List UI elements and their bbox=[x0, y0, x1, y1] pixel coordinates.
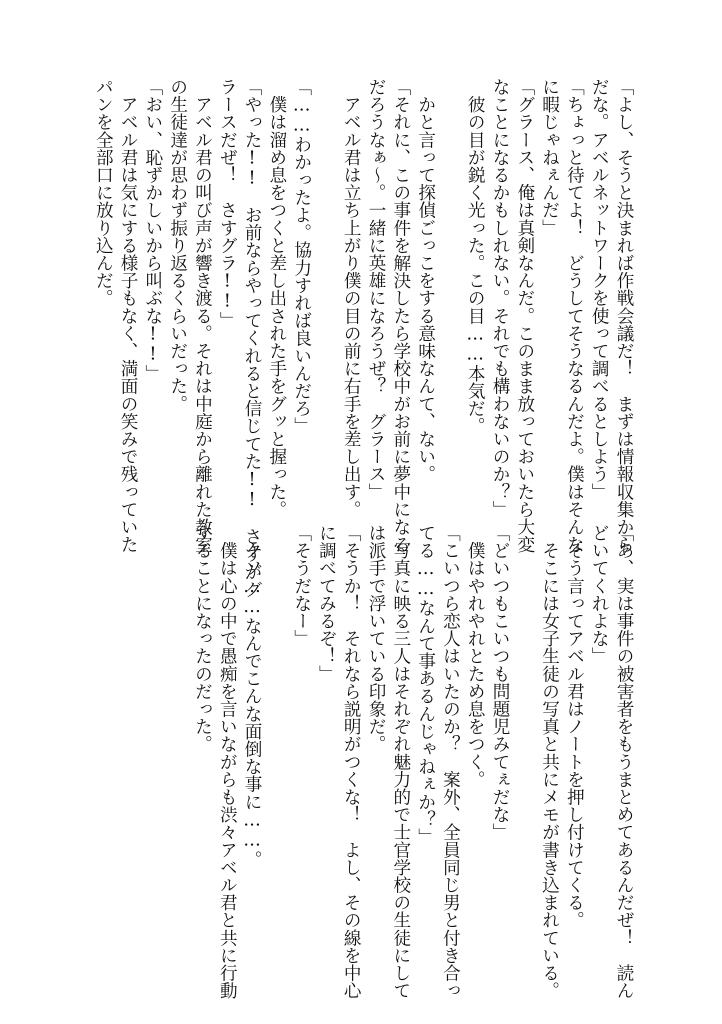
text-line: 「どいつもこいつも問題児みてぇだな」 bbox=[490, 524, 511, 841]
text-line: 僕はやれやれとため息をつく。 bbox=[465, 524, 486, 788]
text-line: することになったのだった。 bbox=[192, 524, 213, 753]
text-line: アベル君は気にする様子もなく、満面の笑みで残っていた bbox=[118, 78, 139, 554]
text-line: 「ちょっと待てよ！ どうしてそうなるんだよ。僕はそんな bbox=[564, 78, 585, 554]
text-line: 僕は心の中で愚痴を言いながらも渋々アベル君と共に行動 bbox=[217, 524, 238, 1000]
text-line: そこには女子生徒の写真と共にメモが書き込まれている。 bbox=[539, 524, 560, 1000]
text-line: 「こいつら恋人はいたのか？ 案外、全員同じ男と付き合っ bbox=[440, 524, 461, 1000]
text-line: 写真に映る三人はそれぞれ魅力的で士官学校の生徒にして bbox=[390, 524, 411, 1000]
text-line: ラースだぜ！ さすグラ!!」 bbox=[217, 78, 238, 330]
text-line: は派手で浮いている印象だ。 bbox=[366, 524, 387, 753]
text-line: 「それに、この事件を解決したら学校中がお前に夢中になる bbox=[390, 78, 411, 554]
text-line: かと言って探偵ごっこをする意味なんて、ない。 bbox=[415, 78, 436, 483]
text-line: アベル君は立ち上がり僕の目の前に右手を差し出す。 bbox=[341, 78, 362, 518]
text-line: てる……なんて事あるんじゃねぇか？」 bbox=[415, 524, 436, 846]
text-line: アベル君の叫び声が響き渡る。それは中庭から離れた教室 bbox=[192, 78, 213, 554]
text-line: の生徒達が思わず振り返るくらいだった。 bbox=[167, 78, 188, 413]
text-line: 「グラース、俺は真剣なんだ。このまま放っておいたら大変 bbox=[514, 78, 535, 554]
text-line: だろうなぁ〜。一緒に英雄になろうぜ？ グラース」 bbox=[366, 78, 387, 501]
blank-line bbox=[438, 78, 463, 498]
text-line: 「よし、そうと決まれば作戦会議だ！ まずは情報収集から bbox=[614, 78, 634, 554]
text-line: 僕は溜め息をつくと差し出された手をグッと握った。 bbox=[266, 78, 287, 518]
text-line: 「そうだなー」 bbox=[291, 524, 312, 648]
blank-line bbox=[314, 78, 339, 498]
text-line: 「やった!! お前ならやってくれると信じてた!! さすがグ bbox=[242, 78, 263, 598]
blank-line bbox=[264, 524, 289, 964]
text-line: 「あ、実は事件の被害者をもうまとめてあるんだぜ！ 読ん bbox=[614, 524, 634, 1000]
text-line: 彼の目が鋭く光った。この目……本気だ。 bbox=[465, 78, 486, 435]
text-line: 「そうか！ それなら説明がつくな！ よし、その線を中心 bbox=[341, 524, 362, 1000]
text-line: 「……わかったよ。協力すれば良いんだろ」 bbox=[291, 78, 312, 435]
text-line: に暇じゃねぇんだ」 bbox=[539, 78, 560, 237]
text-line: 「おい、恥ずかしいから叫ぶな!!」 bbox=[142, 78, 163, 382]
lower-text-block bbox=[190, 524, 636, 1000]
text-line: クソ……なんでこんな面倒な事に……。 bbox=[242, 524, 263, 868]
text-line: だな。アベルネットワークを使って調べるとしよう」 bbox=[589, 78, 610, 501]
text-line: に調べてみるぞ！」 bbox=[316, 524, 337, 683]
blank-line bbox=[512, 524, 537, 964]
text-line: パンを全部口に放り込んだ。 bbox=[93, 78, 114, 307]
text-line: どいてくれよな」 bbox=[589, 524, 610, 665]
text-line: そう言ってアベル君はノートを押し付けてくる。 bbox=[564, 524, 585, 929]
text-line: なことになるかもしれない。それでも構わないのか？」 bbox=[490, 78, 511, 518]
